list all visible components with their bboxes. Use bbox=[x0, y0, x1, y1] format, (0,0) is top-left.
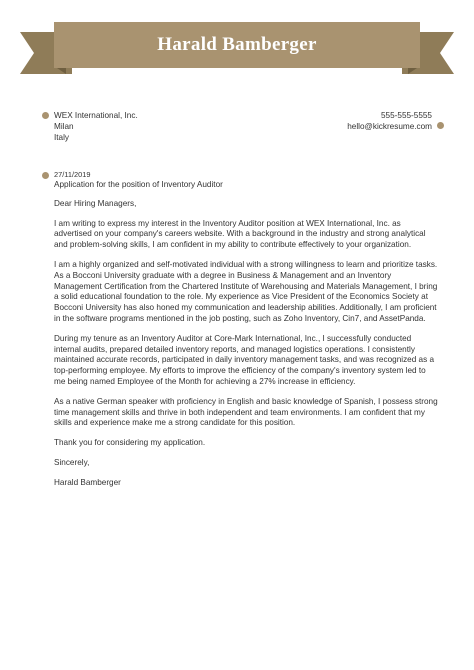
letter-subject: Application for the position of Inventory Auditor bbox=[54, 180, 223, 189]
letter-paragraph: I am writing to express my interest in the Inventory Auditor position at WEX International, Inc. as advertised on your company's careers website. With a background in the industry and strong analytical and problem-solving skills, I am confident in my ability to contribute effectively to your organization. bbox=[54, 218, 426, 250]
letter-paragraph: As a native German speaker with proficiency in English and basic knowledge of Spanish, I possess strong time management skills and thrive in both independent and team environments. I am confident that my skills and experience make me a strong candidate for this position. bbox=[54, 396, 438, 428]
letter-date: 27/11/2019 bbox=[54, 170, 91, 179]
contact-bullet-icon bbox=[437, 122, 444, 129]
letter-body bbox=[54, 180, 438, 498]
applicant-name: Harald Bamberger bbox=[157, 34, 317, 55]
recipient-city: Milan bbox=[54, 122, 74, 131]
letter-greeting: Dear Hiring Managers, bbox=[54, 198, 137, 208]
letter-paragraph: Thank you for considering my application. bbox=[54, 438, 206, 448]
recipient-country: Italy bbox=[54, 133, 70, 142]
recipient-address bbox=[54, 110, 138, 143]
recipient-company: WEX International, Inc. bbox=[54, 111, 138, 120]
contact-info bbox=[347, 110, 432, 132]
recipient-bullet-icon bbox=[42, 112, 49, 119]
letter-paragraph: I am a highly organized and self-motivated individual with a strong willingness to learn and prioritize tasks. As a Bocconi University graduate with a degree in Business & Management and an Inventory Management Certification from the Chartered Institute of Warehousing and Materials Management, I bring a solid educational foundation to the role. My experience as Vice President of the Economics Society at Bocconi University has also honed my communication and leadership abilities. Additionally, I am proficient in the software programs mentioned in the job posting, such as Zoho Inventory, Cin7, and AssetPanda. bbox=[54, 259, 438, 323]
contact-email[interactable]: hello@kickresume.com bbox=[347, 122, 432, 131]
contact-phone[interactable]: 555-555-5555 bbox=[381, 111, 432, 120]
date-bullet-icon bbox=[42, 172, 49, 179]
letter-closing: Sincerely, bbox=[54, 457, 90, 467]
letter-paragraph: During my tenure as an Inventory Auditor at Core-Mark International, Inc., I successfully conducted internal audits, prepared detailed inventory reports, and managed logistics operations. I consistently maintained accurate records, participated in daily inventory management tasks, and was recognized as a top-performing employee. My efforts to improve the efficiency of the company's inventory system led to me being named Employee of the Month for achieving a 27% increase in efficiency. bbox=[54, 333, 435, 386]
letter-signature: Harald Bamberger bbox=[54, 477, 121, 487]
ribbon-banner bbox=[54, 22, 420, 68]
header-ribbon bbox=[0, 0, 474, 80]
